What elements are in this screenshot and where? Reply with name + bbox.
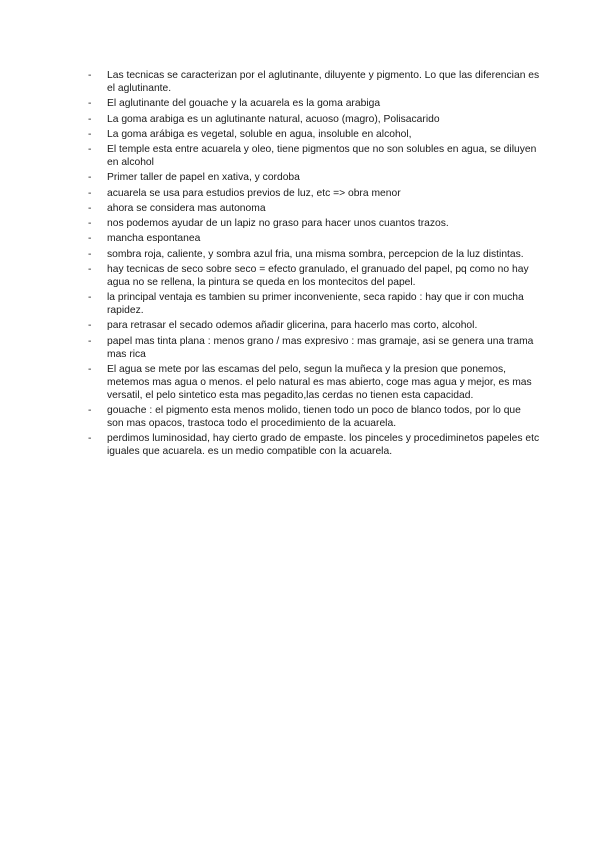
- bullet-dash: -: [88, 335, 92, 347]
- notes-list: [88, 70, 540, 462]
- note-text: sombra roja, caliente, y sombra azul fria, una misma sombra, percepcion de la luz distintas.: [107, 248, 524, 260]
- note-text: La goma arabiga es un aglutinante natural, acuoso (magro), Polisacarido: [107, 113, 440, 125]
- bullet-dash: -: [88, 248, 92, 260]
- note-text: Las tecnicas se caracterizan por el aglutinante, diluyente y pigmento. Lo que las diferencian es el aglutinante.: [107, 70, 540, 94]
- list-item: [88, 98, 540, 111]
- note-text: El agua se mete por las escamas del pelo, segun la muñeca y la presion que ponemos, metemos mas agua o menos. el pelo natural es mas abierto, coge mas agua y mejor, es mas versatil, el pelo sintetico esta mas pegadito,las cerdas no tienen esta capacidad.: [107, 363, 532, 401]
- bullet-dash: -: [88, 433, 92, 445]
- list-item: [88, 233, 540, 246]
- bullet-dash: -: [88, 320, 92, 332]
- list-item: [88, 433, 540, 459]
- list-item: [88, 129, 540, 142]
- bullet-dash: -: [88, 113, 92, 125]
- bullet-dash: -: [88, 264, 92, 276]
- note-text: hay tecnicas de seco sobre seco = efecto granulado, el granuado del papel, pq como no hay agua no se rellena, la pintura se queda en los montecitos del papel.: [107, 264, 529, 288]
- note-text: la principal ventaja es tambien su primer inconveniente, seca rapido : hay que ir con mucha rapidez.: [107, 292, 524, 317]
- bullet-dash: -: [88, 70, 92, 81]
- bullet-dash: -: [88, 187, 92, 199]
- list-item: [88, 114, 540, 127]
- bullet-dash: -: [88, 98, 92, 110]
- bullet-dash: -: [88, 172, 92, 184]
- list-item: [88, 188, 540, 201]
- note-text: La goma arábiga es vegetal, soluble en agua, insoluble en alcohol,: [107, 128, 412, 140]
- bullet-dash: -: [88, 128, 92, 140]
- note-text: ahora se considera mas autonoma: [107, 202, 266, 214]
- bullet-dash: -: [88, 363, 92, 375]
- note-text: mancha espontanea: [107, 233, 201, 245]
- bullet-dash: -: [88, 292, 92, 304]
- note-text: Primer taller de papel en xativa, y cordoba: [107, 172, 300, 184]
- note-text: El aglutinante del gouache y la acuarela es la goma arabiga: [107, 98, 381, 110]
- note-text: acuarela se usa para estudios previos de luz, etc => obra menor: [107, 187, 401, 199]
- list-item: [88, 70, 540, 96]
- note-text: gouache : el pigmento esta menos molido, tienen todo un poco de blanco todos, por lo que son mas opacos, trastoca todo el procedimiento de la acuarela.: [107, 405, 521, 429]
- bullet-dash: -: [88, 405, 92, 417]
- list-item: [88, 144, 540, 170]
- list-item: [88, 172, 540, 185]
- bullet-dash: -: [88, 233, 92, 245]
- list-item: [88, 218, 540, 231]
- list-item: [88, 203, 540, 216]
- list-item: [88, 405, 540, 431]
- note-text: nos podemos ayudar de un lapiz no graso para hacer unos cuantos trazos.: [107, 218, 449, 230]
- list-item: [88, 364, 540, 403]
- bullet-dash: -: [88, 144, 92, 156]
- bullet-dash: -: [88, 202, 92, 214]
- list-item: [88, 320, 540, 333]
- list-item: [88, 264, 540, 290]
- bullet-dash: -: [88, 218, 92, 230]
- note-text: perdimos luminosidad, hay cierto grado de empaste. los pinceles y procediminetos papeles etc iguales que acuarela. es un medio compatible con la acuarela.: [107, 433, 540, 458]
- list-item: [88, 249, 540, 262]
- note-text: para retrasar el secado odemos añadir glicerina, para hacerlo mas corto, alcohol.: [107, 320, 478, 332]
- note-text: papel mas tinta plana : menos grano / mas expresivo : mas gramaje, asi se genera una trama mas rica: [107, 335, 534, 360]
- note-text: El temple esta entre acuarela y oleo, tiene pigmentos que no son solubles en agua, se diluyen en alcohol: [107, 144, 537, 168]
- list-item: [88, 292, 540, 318]
- list-item: [88, 336, 540, 362]
